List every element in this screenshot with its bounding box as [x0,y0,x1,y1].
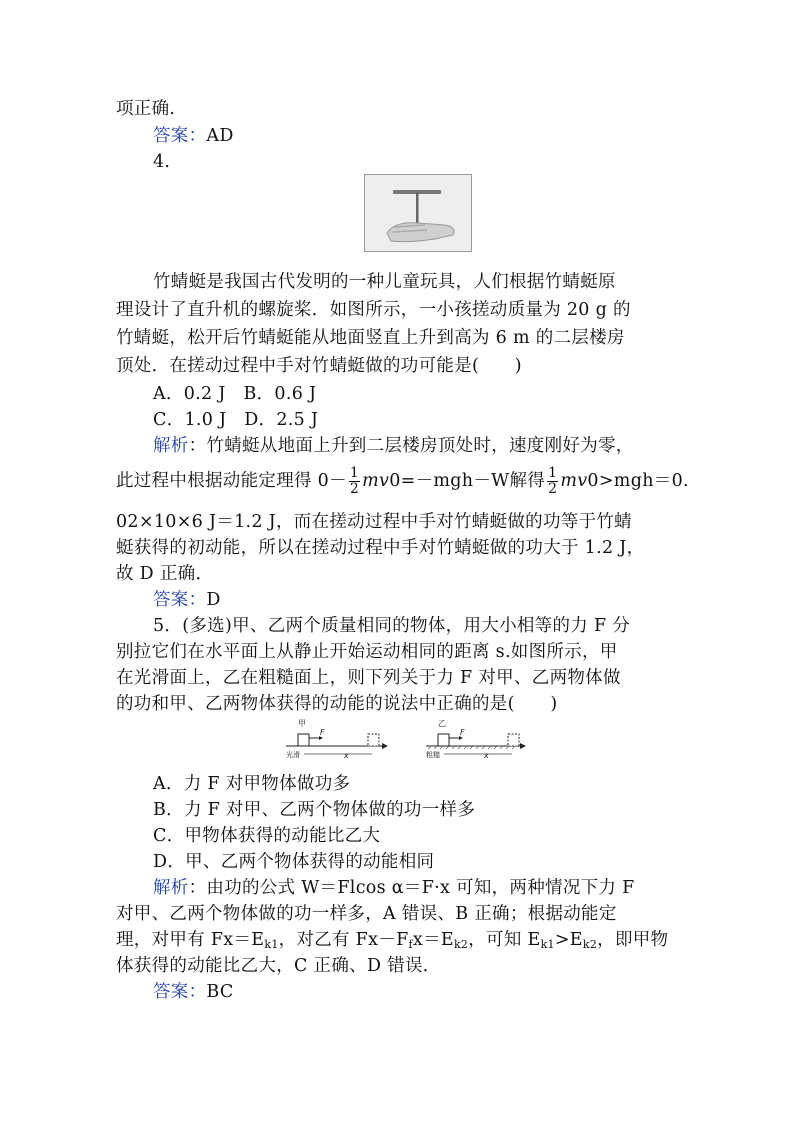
q5-analysis-line-4: 体获得的动能比乙大，C 正确、D 错误． [116,956,441,976]
fraction-half [349,466,360,497]
fraction-numerator: 1 [349,465,360,481]
q5-stem-line-4: 的功和甲、乙两物体获得的动能的说法中正确的是( ) [116,694,558,714]
label-x-right: x [484,751,489,760]
label-rough: 粗糙 [426,751,440,759]
answer-value: BC [206,982,234,1002]
q5-stem-line-3: 在光滑面上，乙在粗糙面上，则下列关于力 F 对甲、乙两物体做 [116,668,621,688]
analysis-text: 此过程中根据动能定理得 0－ [116,471,347,491]
analysis-text: ：竹蜻蜓从地面上升到二层楼房顶处时，速度刚好为零， [188,436,634,456]
bamboo-dragonfly-photo [364,174,472,252]
q4-stem-line-4: 顶处．在搓动过程中手对竹蜻蜓做的功可能是( ) [116,356,522,376]
q4-stem-line-3: 竹蜻蜓，松开后竹蜻蜓能从地面竖直上升到高为 6 m 的二层楼房 [116,328,625,348]
analysis-text: mv [362,471,390,491]
analysis-text: ，对乙有 Fx－F [278,930,409,950]
fraction-denominator: 2 [548,481,558,497]
q5-analysis-line-3 [116,928,682,957]
bamboo-dragonfly-illustration [365,175,471,251]
analysis-label: 解析 [153,878,189,898]
q3-answer [153,124,682,148]
analysis-text: 0>mgh＝0. [587,471,689,491]
q5-answer [153,980,682,1004]
q4-stem-line-2: 理设计了直升机的螺旋桨．如图所示，一小孩搓动质量为 20 g 的 [116,300,631,320]
q5-analysis-line-2: 对甲、乙两个物体做的功一样多，A 错误、B 正确；根据动能定 [116,904,617,924]
label-yi: 乙 [438,719,446,728]
label-x-left: x [344,751,349,760]
q5-stem-line-1: 5．(多选)甲、乙两个质量相同的物体，用大小相等的力 F 分 [153,616,631,636]
q4-number: 4. [153,152,171,172]
subscript: k2 [453,938,469,951]
q4-options-cd: C．1.0 J D．2.5 J [153,410,319,430]
answer-label: 答案： [153,982,207,1002]
q3-tail: 项正确. [116,99,176,119]
fraction-numerator: 1 [548,465,558,481]
q4-options-ab: A．0.2 J B．0.6 J [153,384,317,404]
analysis-text: >E [554,930,583,950]
q4-analysis-line-3: 02×10×6 J＝1.2 J，而在搓动过程中手对竹蜻蜓做的功等于竹蜻 [116,512,632,532]
q4-analysis-line-2 [116,462,689,500]
answer-label: 答案： [153,126,207,146]
label-force-left: F [320,728,325,737]
q4-stem-line-1: 竹蜻蜓是我国古代发明的一种儿童玩具，人们根据竹蜻蜓原 [153,272,616,292]
analysis-text: 理，对甲有 Fx＝E [116,930,265,950]
answer-label: 答案： [153,590,207,610]
analysis-text: 解得 [509,471,546,491]
q4-analysis-line-4: 蜓获得的初动能，所以在搓动过程中手对竹蜻蜓做的功大于 1.2 J， [116,538,645,558]
q5-stem-line-2: 别拉它们在水平面上从静止开始运动相同的距离 s.如图所示，甲 [116,642,618,662]
analysis-text: ：由功的公式 W＝Flcos α＝F·x 可知，两种情况下力 F [188,878,635,898]
q5-option-c: C．甲物体获得的动能比乙大 [153,826,381,846]
subscript: k1 [264,938,279,951]
analysis-text: mv [560,471,588,491]
answer-value: D [206,590,221,610]
analysis-text: ，可知 E [468,930,541,950]
q4-answer [153,588,682,612]
q4-analysis-line-5: 故 D 正确． [116,564,214,584]
analysis-text: 0=－mgh－W [389,471,510,491]
analysis-text: x＝E [412,930,454,950]
q4-analysis-line-1 [153,434,682,458]
label-jia: 甲 [298,719,306,728]
label-force-right: F [460,728,465,737]
q5-option-a: A．力 F 对甲物体做功多 [153,774,351,794]
fraction-denominator: 2 [349,481,360,497]
force-diagram [286,716,528,760]
q5-analysis-line-1 [153,876,682,900]
q5-option-b: B．力 F 对甲、乙两个物体做的功一样多 [153,800,476,820]
label-smooth: 光滑 [286,751,300,759]
fraction-half [547,466,558,497]
analysis-label: 解析 [153,436,189,456]
subscript: f [408,938,413,951]
subscript: k1 [540,938,555,951]
subscript: k2 [582,938,598,951]
q5-option-d: D．甲、乙两个物体获得的动能相同 [153,852,435,872]
answer-value: AD [206,126,234,146]
analysis-text: ，即甲物 [597,930,669,950]
